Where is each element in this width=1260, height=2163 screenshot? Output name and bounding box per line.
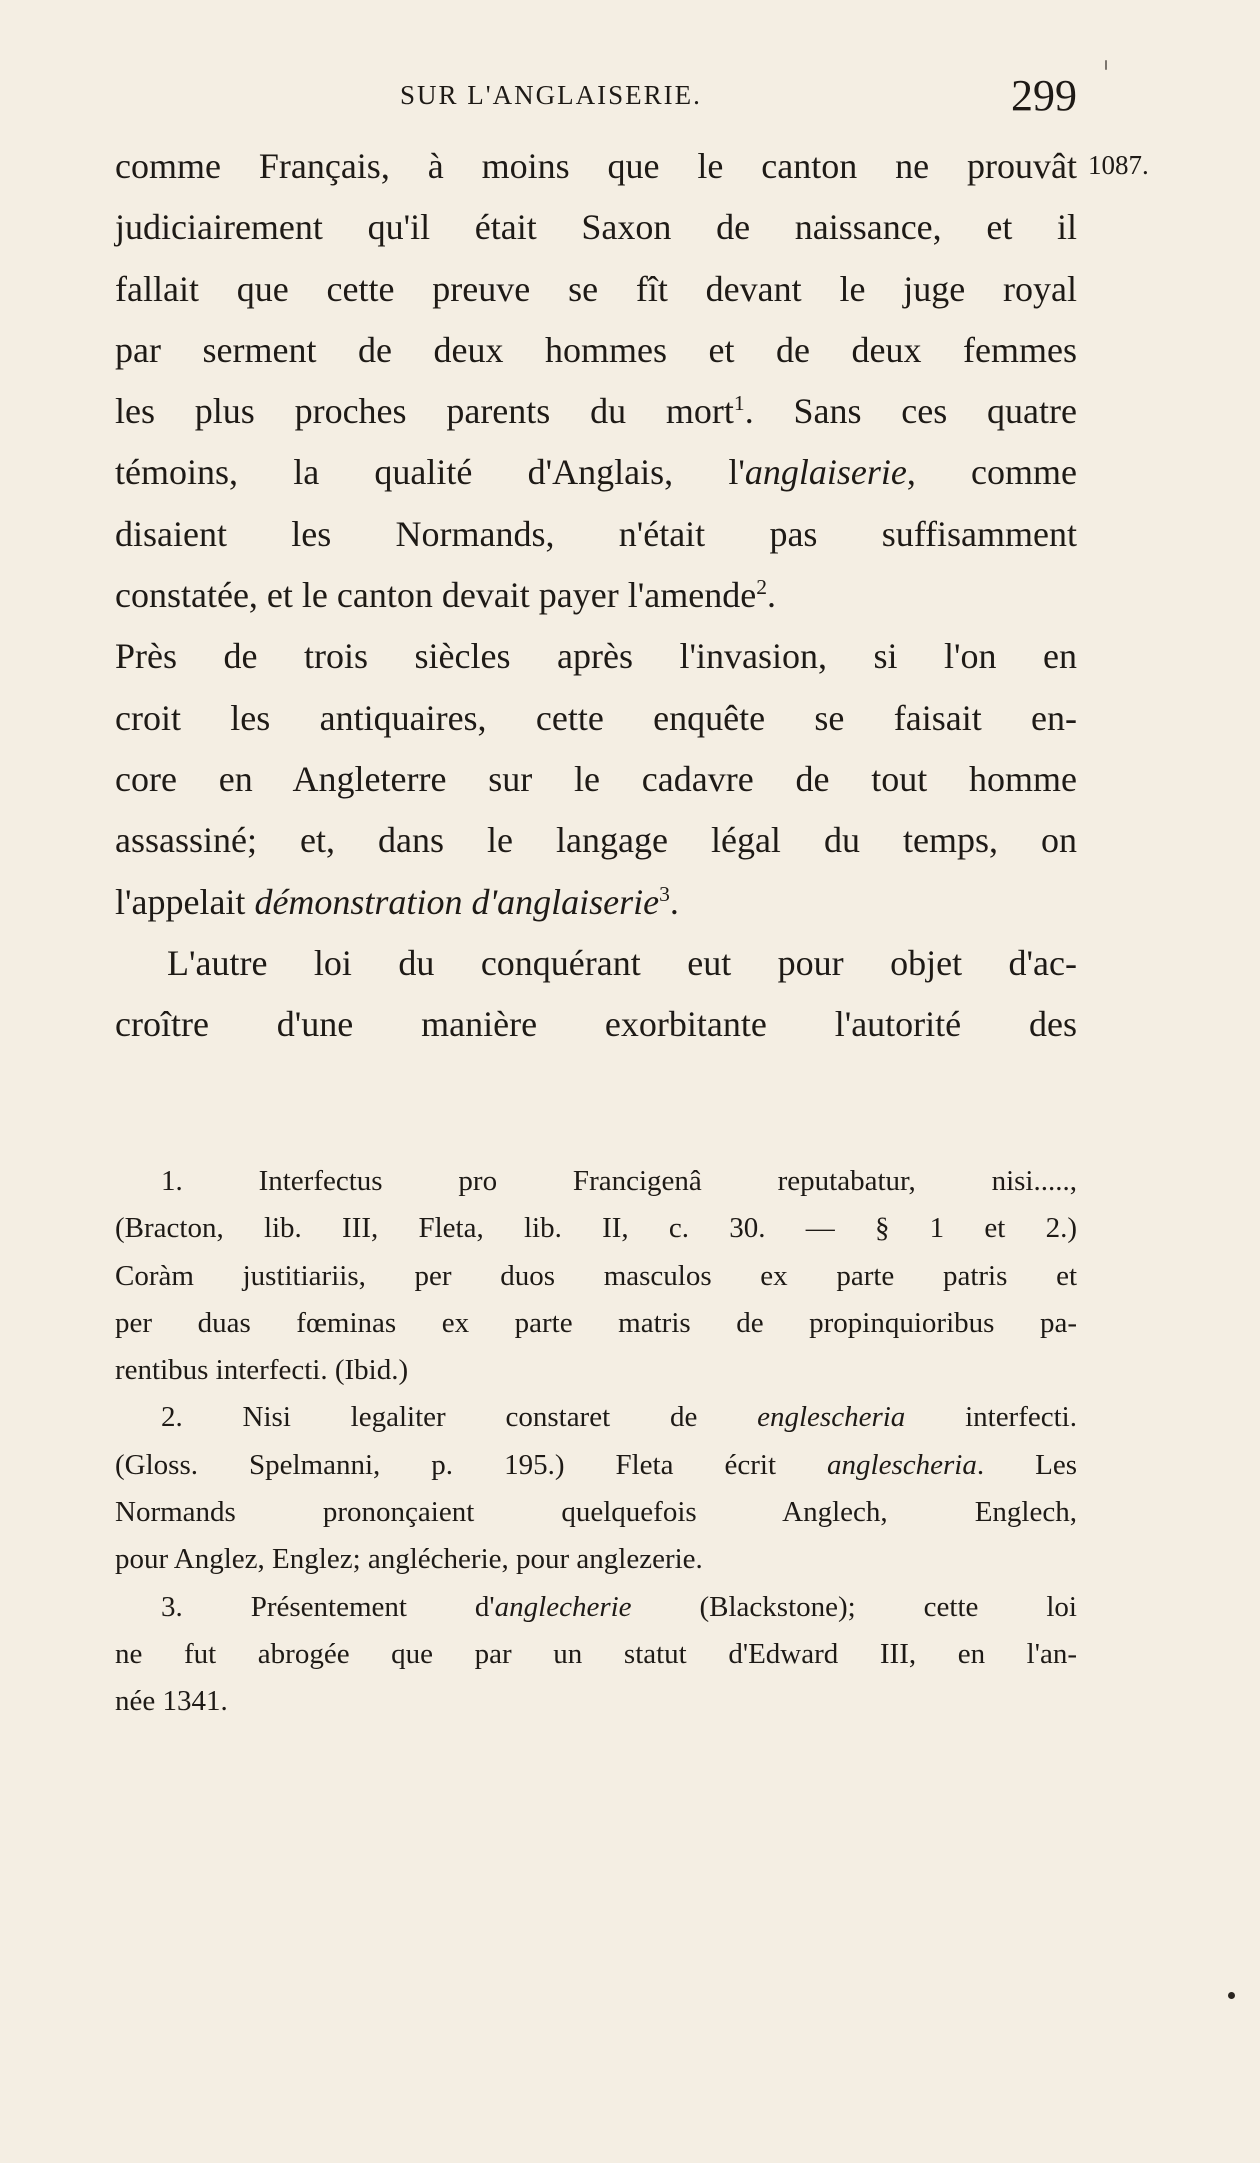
body-text-run: les plus proches parents du mort <box>115 391 734 432</box>
body-line: Près de trois siècles après l'invasion, si l'on en <box>115 636 1077 677</box>
footnote-text-run: 3. Présentement d' <box>161 1590 495 1623</box>
footnote-line: Normands prononçaient quelquefois Anglech, Englech, <box>115 1496 1077 1529</box>
footnote-ref[interactable]: 1 <box>733 391 745 416</box>
italic-term: anglaiserie <box>744 452 907 493</box>
body-text <box>115 136 1077 1055</box>
footnote-ref[interactable]: 3 <box>659 881 670 906</box>
footnote-line: per duas fœminas ex parte matris de propinquioribus pa- <box>115 1306 1077 1339</box>
running-head <box>112 70 1077 130</box>
body-line: croître d'une manière exorbitante l'autorité des <box>115 1004 1077 1045</box>
body-line: croit les antiquaires, cette enquête se faisait en- <box>115 697 1077 738</box>
footnote-text-run: . Les <box>976 1448 1077 1481</box>
footnote-line: pour Anglez, Englez; anglécherie, pour anglezerie. <box>115 1543 703 1576</box>
ink-speck <box>1228 1992 1235 1999</box>
body-line <box>115 381 1077 442</box>
margin-year: 1087. <box>1088 150 1149 180</box>
ink-speck <box>1105 60 1107 70</box>
footnote-text-run: interfecti. <box>905 1401 1077 1434</box>
body-line: par serment de deux hommes et de deux femmes <box>115 329 1077 370</box>
body-line: assassiné; et, dans le langage légal du temps, on <box>115 820 1077 861</box>
body-text-run: témoins, la qualité d'Anglais, l' <box>115 452 745 493</box>
footnote-text-run: (Gloss. Spelmanni, p. 195.) Fleta écrit <box>115 1448 828 1481</box>
italic-term: démonstration d'anglaiserie <box>254 881 660 922</box>
footnote-line: Coràm justitiariis, per duos masculos ex parte patris et <box>115 1259 1077 1292</box>
italic-term: anglecherie <box>494 1590 632 1623</box>
body-line <box>115 442 1077 503</box>
body-line <box>115 565 1077 626</box>
running-head-title: SUR L'ANGLAISERIE. <box>400 80 702 110</box>
body-text-run: , comme <box>906 452 1078 493</box>
body-line: judiciairement qu'il était Saxon de naissance, et il <box>115 207 1077 248</box>
footnote-line <box>115 1442 1077 1489</box>
body-line: core en Angleterre sur le cadavre de tout homme <box>115 758 1077 799</box>
body-line: L'autre loi du conquérant eut pour objet d'ac- <box>167 942 1077 983</box>
body-line: disaient les Normands, n'était pas suffisamment <box>115 513 1077 554</box>
page-number: 299 <box>1011 71 1077 120</box>
footnote-text-run: 2. Nisi legaliter constaret de <box>161 1401 758 1434</box>
footnote-line: rentibus interfecti. (Ibid.) <box>115 1354 409 1387</box>
footnote-line <box>115 1584 1077 1631</box>
body-line: comme Français, à moins que le canton ne prouvât <box>115 146 1077 186</box>
body-line <box>115 872 1077 933</box>
footnote-line: née 1341. <box>115 1685 228 1718</box>
body-text-run: constatée, et le canton devait payer l'amende <box>115 575 757 616</box>
body-text-run: . Sans ces quatre <box>744 391 1077 432</box>
body-text-run: . <box>766 575 776 616</box>
footnote-line <box>115 1394 1077 1441</box>
footnote-line: ne fut abrogée que par un statut d'Edward III, en l'an- <box>115 1637 1077 1670</box>
body-text-run: l'appelait <box>115 881 255 922</box>
footnote-line: 1. Interfectus pro Francigenâ reputabatur, nisi....., <box>161 1165 1077 1197</box>
body-line: fallait que cette preuve se fît devant le juge royal <box>115 268 1077 309</box>
footnote-ref[interactable]: 2 <box>756 575 767 600</box>
italic-term: anglescheria <box>827 1448 977 1481</box>
footnote-line: (Bracton, lib. III, Fleta, lib. II, c. 30. — § 1 et 2.) <box>115 1212 1077 1245</box>
footnote-text-run: (Blackstone); cette loi <box>631 1590 1077 1623</box>
italic-term: englescheria <box>757 1401 906 1434</box>
footnotes <box>115 1158 1077 1726</box>
body-text-run: . <box>669 881 679 922</box>
